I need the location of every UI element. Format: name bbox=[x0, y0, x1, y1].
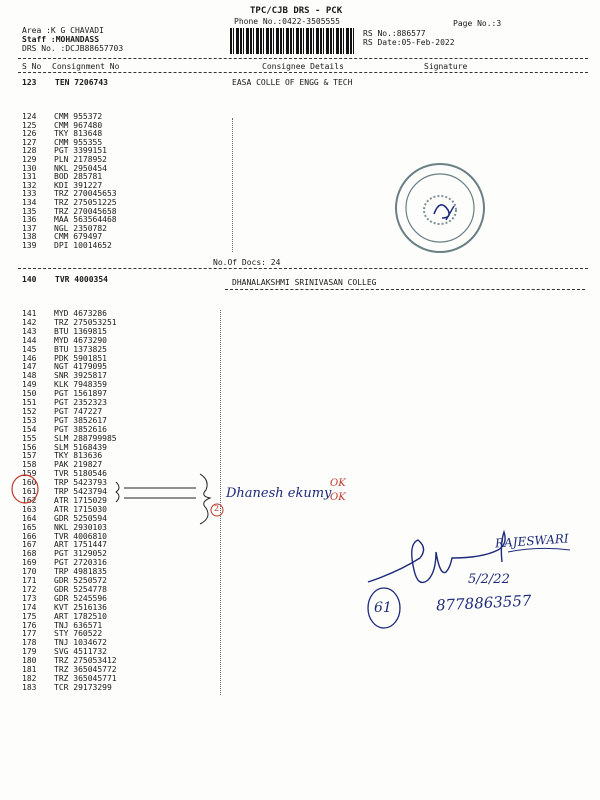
row-sno: 160 bbox=[22, 478, 37, 488]
row-consignment: KVT 2516136 bbox=[54, 602, 107, 612]
row-consignment: PGT 2720316 bbox=[54, 558, 107, 568]
row-consignment: TRZ 365045771 bbox=[54, 673, 117, 683]
header-rule-top bbox=[18, 58, 588, 59]
group1-first-consignment: TEN 7206743 bbox=[55, 78, 108, 87]
circled-number: 2 bbox=[214, 504, 220, 513]
row-sno: 161 bbox=[22, 487, 37, 496]
row-sno: 174 bbox=[22, 602, 37, 612]
barcode bbox=[230, 28, 356, 54]
row-sno: 162 bbox=[22, 495, 37, 505]
row-sno: 143 bbox=[22, 326, 37, 336]
ok-mark-2: OK bbox=[330, 492, 346, 503]
phone-number: Phone No.:0422-3505555 bbox=[234, 17, 340, 26]
row-consignment: NKL 2950454 bbox=[54, 163, 107, 173]
row-sno: 130 bbox=[22, 163, 37, 173]
row-sno: 126 bbox=[22, 129, 37, 139]
row-sno: 148 bbox=[22, 371, 37, 381]
row-consignment: PGT 3852616 bbox=[54, 424, 107, 434]
count-circled: 61 bbox=[374, 600, 392, 616]
row-consignment: PDK 5901851 bbox=[54, 353, 107, 363]
col-consignment: Consignment No bbox=[52, 62, 120, 71]
row-consignment: TRP 5423793 bbox=[54, 478, 107, 488]
row-consignment: SLM 5168439 bbox=[54, 442, 107, 452]
row-consignment: PGT 2352323 bbox=[54, 398, 107, 407]
row-consignment: TRZ 275051225 bbox=[54, 198, 117, 207]
row-consignment: TKY 813636 bbox=[54, 451, 103, 461]
row-sno: 180 bbox=[22, 656, 37, 666]
row-sno: 146 bbox=[22, 353, 37, 363]
group2-consignee: DHANALAKSHMI SRINIVASAN COLLEG bbox=[232, 278, 377, 287]
signer-name: RAJESWARI bbox=[494, 531, 570, 551]
row-sno: 176 bbox=[22, 620, 37, 630]
row-sno: 167 bbox=[22, 540, 37, 550]
row-sno: 135 bbox=[22, 206, 37, 216]
col-consignee: Consignee Details bbox=[262, 62, 344, 71]
row-consignment: GDR 5245596 bbox=[54, 593, 107, 603]
ok-mark-1: OK bbox=[330, 478, 346, 489]
document-title: TPC/CJB DRS - PCK bbox=[250, 6, 343, 16]
row-sno: 166 bbox=[22, 531, 37, 541]
row-sno: 142 bbox=[22, 317, 37, 327]
row-consignment: TRP 5423794 bbox=[54, 487, 107, 496]
row-consignment: TCR 29173299 bbox=[54, 682, 112, 692]
row-consignment: TVR 5180546 bbox=[54, 469, 107, 479]
row-consignment: ATR 1715029 bbox=[54, 495, 107, 505]
row-consignment: KDI 391227 bbox=[54, 180, 103, 190]
row-sno: 156 bbox=[22, 442, 37, 452]
row-consignment: PAK 219827 bbox=[54, 460, 103, 470]
table-row bbox=[22, 515, 107, 524]
table-row bbox=[22, 684, 112, 693]
row-consignment: NGT 4179095 bbox=[54, 362, 107, 372]
row-consignment: TRZ 275053412 bbox=[54, 656, 117, 666]
group2-first-sno: 140 bbox=[22, 275, 37, 284]
row-consignment: MAA 563564468 bbox=[54, 215, 117, 225]
group2-divider bbox=[220, 310, 221, 695]
row-consignment: PGT 3852617 bbox=[54, 415, 107, 425]
row-sno: 154 bbox=[22, 424, 37, 434]
row-sno: 137 bbox=[22, 223, 37, 233]
row-sno: 168 bbox=[22, 549, 37, 559]
row-consignment: GDR 5250594 bbox=[54, 513, 107, 523]
table-row bbox=[22, 242, 112, 251]
row-sno: 127 bbox=[22, 137, 37, 147]
rs-number: RS No.:886577 bbox=[363, 29, 426, 38]
row-sno: 149 bbox=[22, 380, 37, 390]
row-consignment: PGT 747227 bbox=[54, 406, 103, 416]
table-row bbox=[22, 337, 107, 346]
header-rule-bottom bbox=[18, 72, 588, 73]
row-sno: 179 bbox=[22, 647, 37, 657]
row-sno: 138 bbox=[22, 232, 37, 242]
row-consignment: STY 760522 bbox=[54, 629, 103, 639]
table-row bbox=[22, 524, 107, 533]
row-consignment: PGT 3129052 bbox=[54, 549, 107, 559]
row-consignment: TRP 4981835 bbox=[54, 567, 107, 577]
row-sno: 163 bbox=[22, 504, 37, 514]
row-consignment: ATR 1715030 bbox=[54, 504, 107, 514]
row-sno: 124 bbox=[22, 112, 37, 121]
sign-date: 5/2/22 bbox=[468, 572, 510, 587]
row-consignment: SNR 3925817 bbox=[54, 371, 107, 381]
row-sno: 175 bbox=[22, 611, 37, 621]
row-consignment: SLM 288799985 bbox=[54, 433, 117, 443]
row-sno: 157 bbox=[22, 451, 37, 461]
row-sno: 131 bbox=[22, 172, 37, 182]
rs-date: RS Date:05-Feb-2022 bbox=[363, 38, 455, 47]
group1-doc-count: No.Of Docs: 24 bbox=[213, 258, 281, 267]
row-consignment: CMM 955355 bbox=[54, 137, 103, 147]
table-row bbox=[22, 613, 107, 622]
office-stamp bbox=[390, 158, 490, 258]
group1-first-sno: 123 bbox=[22, 78, 37, 87]
page-number: Page No.:3 bbox=[453, 19, 502, 28]
row-sno: 182 bbox=[22, 673, 37, 683]
row-sno: 172 bbox=[22, 584, 37, 594]
row-sno: 158 bbox=[22, 460, 37, 470]
row-sno: 170 bbox=[22, 567, 37, 577]
row-sno: 129 bbox=[22, 155, 37, 164]
row-consignment: NGL 2350782 bbox=[54, 223, 107, 233]
row-consignment: ART 1751447 bbox=[54, 540, 107, 550]
row-consignment: PGT 1561897 bbox=[54, 389, 107, 399]
row-sno: 164 bbox=[22, 513, 37, 523]
col-sno: S No bbox=[22, 62, 42, 71]
row-sno: 136 bbox=[22, 215, 37, 225]
row-consignment: NKL 2930103 bbox=[54, 522, 107, 532]
row-consignment: TRZ 275053251 bbox=[54, 317, 117, 327]
row-consignment: GDR 5250572 bbox=[54, 576, 107, 585]
row-consignment: TVR 4006810 bbox=[54, 531, 107, 541]
row-consignment: CMM 955372 bbox=[54, 112, 103, 121]
row-sno: 177 bbox=[22, 629, 37, 639]
row-consignment: SVG 4511732 bbox=[54, 647, 107, 657]
row-sno: 155 bbox=[22, 433, 37, 443]
table-row bbox=[22, 346, 107, 355]
row-consignment: PLN 2178952 bbox=[54, 155, 107, 164]
table-row bbox=[22, 435, 117, 444]
drs-number: DRS No. :DCJB88657703 bbox=[22, 44, 124, 53]
row-consignment: ART 1782510 bbox=[54, 611, 107, 621]
row-sno: 153 bbox=[22, 415, 37, 425]
group1-consignee: EASA COLLE OF ENGG & TECH bbox=[232, 78, 353, 87]
row-consignment: KLK 7948359 bbox=[54, 380, 107, 390]
row-sno: 144 bbox=[22, 335, 37, 345]
row-sno: 132 bbox=[22, 180, 37, 190]
row-sno: 139 bbox=[22, 241, 37, 250]
group2-rule bbox=[225, 289, 585, 290]
row-consignment: TRZ 270045658 bbox=[54, 206, 117, 216]
row-sno: 151 bbox=[22, 398, 37, 407]
row-consignment: TRZ 365045772 bbox=[54, 665, 117, 674]
row-consignment: CMM 967480 bbox=[54, 120, 103, 130]
table-row bbox=[22, 604, 107, 613]
row-consignment: DPI 10014652 bbox=[54, 241, 112, 250]
row-consignment: MYD 4673286 bbox=[54, 309, 107, 318]
row-sno: 152 bbox=[22, 406, 37, 416]
row-sno: 173 bbox=[22, 593, 37, 603]
receiver-phone: 8778863557 bbox=[435, 591, 532, 615]
row-sno: 125 bbox=[22, 120, 37, 130]
row-sno: 150 bbox=[22, 389, 37, 399]
row-sno: 141 bbox=[22, 309, 37, 318]
row-sno: 171 bbox=[22, 576, 37, 585]
row-consignment: BTU 1369815 bbox=[54, 326, 107, 336]
row-sno: 178 bbox=[22, 638, 37, 648]
row-sno: 134 bbox=[22, 198, 37, 207]
row-sno: 183 bbox=[22, 682, 37, 692]
row-sno: 145 bbox=[22, 344, 37, 354]
receiver-name: Dhanesh ekumy bbox=[226, 486, 332, 501]
col-signature: Signature bbox=[424, 62, 468, 71]
row-sno: 165 bbox=[22, 522, 37, 532]
group1-divider bbox=[232, 118, 233, 252]
row-consignment: PGT 3399151 bbox=[54, 146, 107, 156]
row-consignment: BTU 1373825 bbox=[54, 344, 107, 354]
row-consignment: TRZ 270045653 bbox=[54, 189, 117, 199]
row-sno: 181 bbox=[22, 665, 37, 674]
row-sno: 128 bbox=[22, 146, 37, 156]
staff-label: Staff :MOHANDASS bbox=[22, 35, 100, 44]
row-consignment: CMM 679497 bbox=[54, 232, 103, 242]
row-consignment: TNJ 1034672 bbox=[54, 638, 107, 648]
row-consignment: GDR 5254778 bbox=[54, 584, 107, 594]
row-consignment: BOD 285781 bbox=[54, 172, 103, 182]
group2-first-consignment: TVR 4000354 bbox=[55, 275, 108, 284]
row-consignment: TKY 813648 bbox=[54, 129, 103, 139]
row-sno: 147 bbox=[22, 362, 37, 372]
row-sno: 159 bbox=[22, 469, 37, 479]
row-sno: 133 bbox=[22, 189, 37, 199]
group1-rule bbox=[18, 268, 588, 269]
row-sno: 169 bbox=[22, 558, 37, 568]
row-consignment: TNJ 636571 bbox=[54, 620, 103, 630]
row-consignment: MYD 4673290 bbox=[54, 335, 107, 345]
area-label: Area :K G CHAVADI bbox=[22, 26, 104, 35]
table-row bbox=[22, 426, 107, 435]
